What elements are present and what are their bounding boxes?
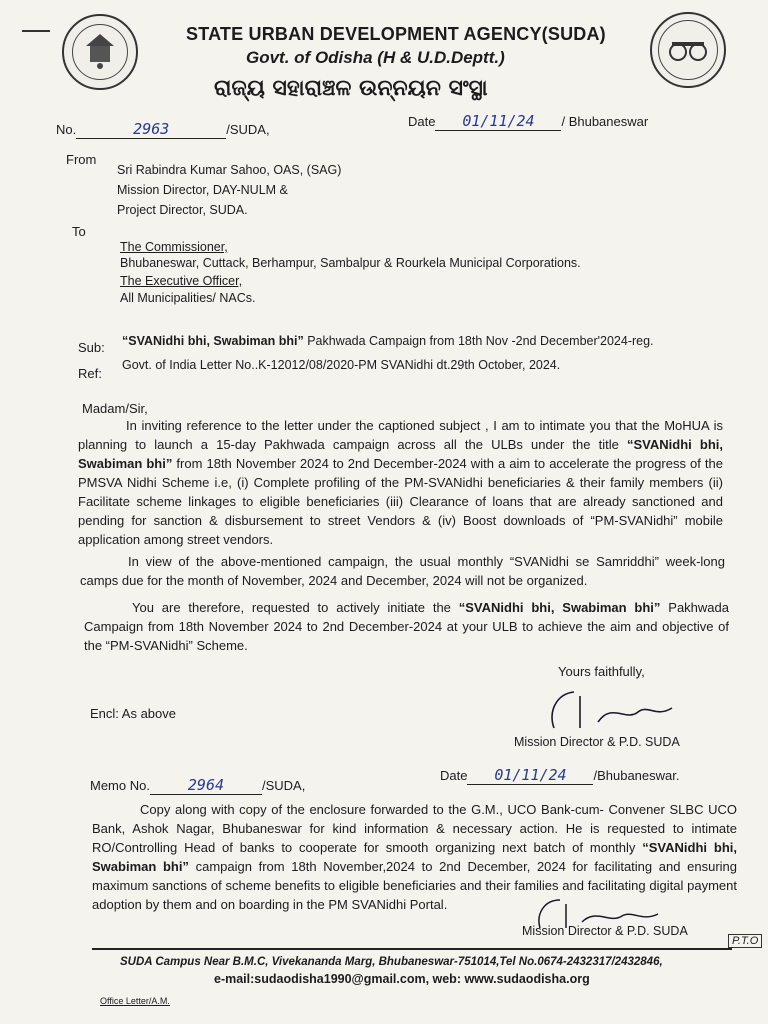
memo-no-value: 2964 [150, 776, 262, 795]
letter-no-suffix: /SUDA, [226, 122, 270, 137]
suda-logo-icon [650, 12, 726, 88]
memo-no-prefix: Memo No. [90, 778, 150, 793]
subject-text [122, 334, 654, 348]
agency-title: STATE URBAN DEVELOPMENT AGENCY(SUDA) [186, 24, 606, 44]
office-letter-note: Office Letter/A.M. [100, 996, 170, 1006]
memo-number-line [90, 776, 305, 795]
para3-campaign: “SVANidhi bhi, Swabiman bhi” [458, 600, 661, 615]
para1-campaign: “SVANidhi bhi, Swabiman bhi” [78, 437, 723, 471]
memo-date-suffix: /Bhubaneswar. [593, 768, 680, 783]
to-line-3: The Executive Officer, [120, 274, 243, 288]
subject-rest: Pakhwada Campaign from 18th Nov -2nd December'2024-reg. [303, 334, 654, 348]
to-line-1: The Commissioner, [120, 240, 228, 254]
letter-date-suffix: / Bhubaneswar [561, 114, 649, 129]
reference-text: Govt. of India Letter No..K-12012/08/2020-PM SVANidhi dt.29th October, 2024. [122, 358, 561, 372]
footer-divider [92, 948, 732, 950]
odia-agency-name: ରାଜ୍ୟ ସହାରାଞ୍ଚଳ ଉନ୍ନୟନ ସଂସ୍ଥା [214, 76, 488, 101]
to-line-2: Bhubaneswar, Cuttack, Berhampur, Sambalpur & Rourkela Municipal Corporations. [120, 256, 581, 270]
subject-label: Sub: [78, 340, 105, 355]
paragraph-3 [84, 598, 729, 655]
para3-text-c: Pakhwada Campaign from 18th November 2024 to 2nd December-2024 at your ULB to achieve the aim and objective of the “PM-SVANidhi” Scheme. [84, 600, 729, 653]
memo-no-suffix: /SUDA, [261, 778, 306, 793]
paragraph-2: In view of the above-mentioned campaign, the usual monthly “SVANidhi se Samriddhi” week-long camps due for the month of November, 2024 and December, 2024 will not be organized. [80, 554, 725, 588]
enclosure: Encl: As above [90, 706, 176, 721]
from-line-2: Mission Director, DAY-NULM & [117, 183, 288, 197]
letter-no-prefix: No. [56, 122, 77, 137]
reference-label: Ref: [78, 366, 102, 381]
signatory-1: Mission Director & P.D. SUDA [514, 735, 680, 749]
letter-date-prefix: Date [408, 114, 436, 129]
pto-mark: P.T.O [728, 934, 762, 948]
govt-subtitle: Govt. of Odisha (H & U.D.Deptt.) [246, 48, 505, 67]
memo-date-line [440, 766, 679, 785]
subject-campaign: “SVANidhi bhi, Swabiman bhi” [122, 334, 304, 348]
corner-mark [22, 30, 50, 32]
memo-date-value: 01/11/24 [467, 766, 593, 785]
odisha-emblem-icon [62, 14, 138, 90]
letter-date-value: 01/11/24 [435, 112, 561, 131]
para4-campaign: “SVANidhi bhi, Swabiman bhi” [92, 840, 737, 874]
letter-date-line [408, 112, 648, 131]
footer-address: SUDA Campus Near B.M.C, Vivekananda Marg, Bhubaneswar-751014,Tel No.0674-2432317/2432846, [120, 956, 663, 968]
paragraph-1 [78, 416, 723, 549]
from-label: From [66, 152, 97, 167]
from-line-1: Sri Rabindra Kumar Sahoo, OAS, (SAG) [117, 163, 342, 177]
footer-contact: e-mail:sudaodisha1990@gmail.com, web: www.sudaodisha.org [214, 972, 590, 986]
para1-text-c: from 18th November 2024 to 2nd December-2024 with a aim to accelerate the progress of the PMSVA Nidhi Scheme i.e, (i) Complete profiling of the PM-SVANidhi beneficiaries & their family members (ii) Facilitate scheme linkages to eligible beneficiaries (iii) Clearance of loans that are already sanctioned and pending for sanction & disbursement to street Vendors & (iv) Boost downloads of “PM-SVANidhi” mobile application among street vendors. [78, 456, 723, 547]
memo-date-prefix: Date [440, 768, 468, 783]
letter-no-value: 2963 [76, 120, 226, 139]
para4-text-a: Copy along with copy of the enclosure forwarded to the G.M., UCO Bank-cum- Convener SLBC UCO Bank, Ashok Nagar, Bhubaneswar for kind information & necessary action. He is requested to intimate RO/Controlling Head of banks to cooperate for smooth organizing next batch of monthly [92, 802, 737, 855]
signatory-2: Mission Director & P.D. SUDA [522, 924, 688, 938]
signature-1-icon [540, 682, 690, 742]
para4-text-c: campaign from 18th November,2024 to 2nd December, 2024 for facilitating and ensuring maximum sanctions of scheme benefits to eligible beneficiaries and their families and facilitating digital payment adoption by them and on boarding in the PM SVANidhi Portal. [92, 859, 737, 912]
para3-text-a: You are therefore, requested to actively initiate the [132, 600, 459, 615]
to-label: To [72, 224, 86, 239]
letter-number-line [56, 120, 270, 139]
salutation: Madam/Sir, [82, 401, 148, 416]
to-line-4: All Municipalities/ NACs. [120, 291, 256, 305]
para1-text-a: In inviting reference to the letter under the captioned subject , I am to intimate you that the MoHUA is planning to launch a 15-day Pakhwada campaign across all the ULBs under the title [78, 418, 723, 452]
from-line-3: Project Director, SUDA. [117, 203, 248, 217]
closing: Yours faithfully, [558, 664, 645, 679]
